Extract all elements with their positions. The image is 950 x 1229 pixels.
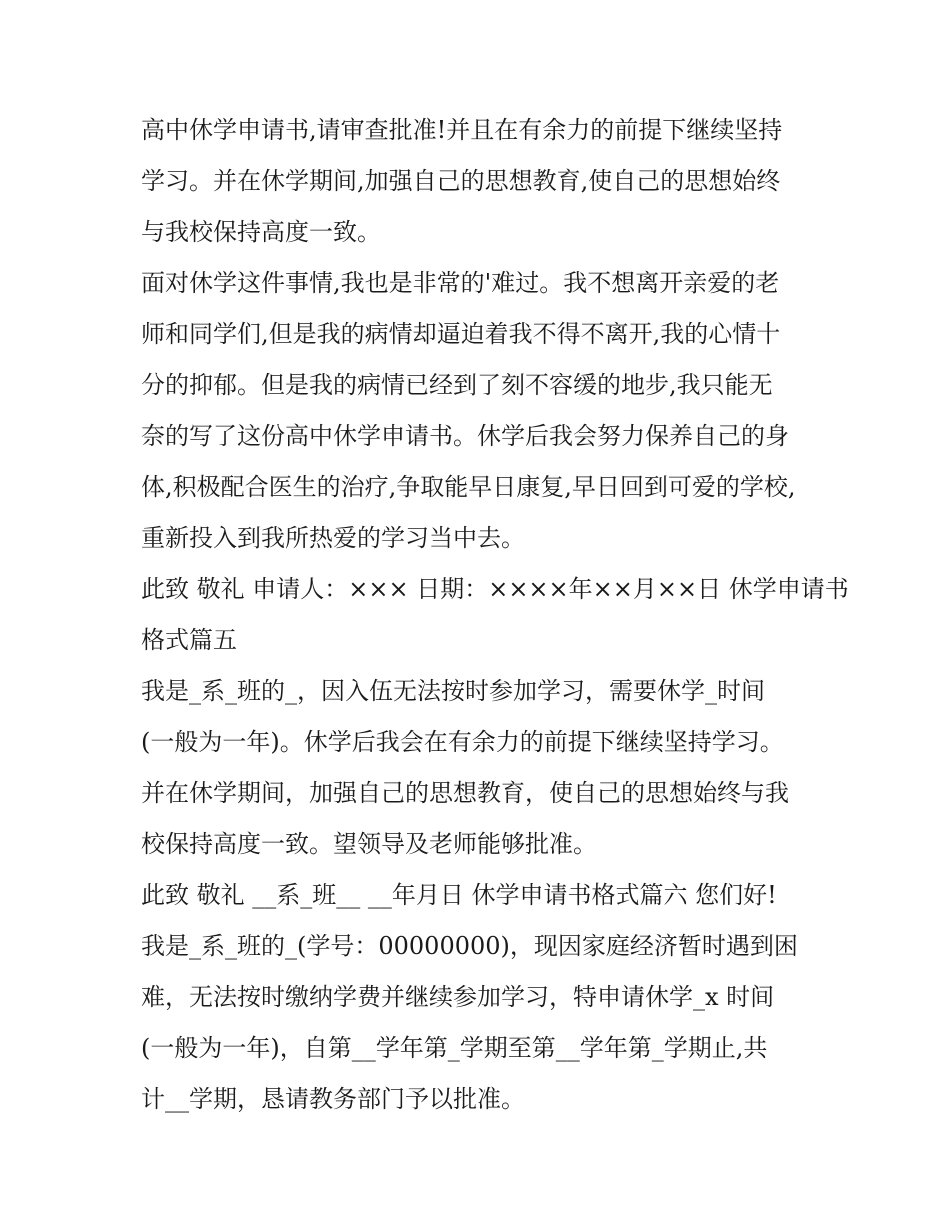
text-line: 体,积极配合医生的治疗,争取能早日康复,早日回到可爱的学校, xyxy=(141,473,796,501)
text-line: 高中休学申请书,请审查批准!并且在有余力的前提下继续坚持 xyxy=(141,116,783,144)
text-line: 并在休学期间，加强自己的思想教育，使自己的思想始终与我 xyxy=(141,779,789,807)
text-line: 我是_系_班的_(学号：00000000)，现因家庭经济暂时遇到困 xyxy=(141,932,798,960)
paragraph-closing-six xyxy=(141,870,821,921)
text-line: 分的抑郁。但是我的病情已经到了刻不容缓的地步,我只能无 xyxy=(141,371,773,399)
text-line: 此致 敬礼 申请人：××× 日期：××××年××月××日 休学申请书 xyxy=(141,575,849,603)
text-line: 重新投入到我所热爱的学习当中去。 xyxy=(141,524,525,552)
text-line: 师和同学们,但是我的病情却逼迫着我不得不离开,我的心情十 xyxy=(141,320,781,348)
paragraph-approval-request xyxy=(141,105,821,258)
paragraph-financial-leave xyxy=(141,921,821,1125)
text-line: 校保持高度一致。望领导及老师能够批准。 xyxy=(141,830,597,858)
text-line: (一般为一年)，自第__学年第_学期至第__学年第_学期止,共 xyxy=(141,1034,768,1062)
text-line: 难，无法按时缴纳学费并继续参加学习，特申请休学_x 时间 xyxy=(141,983,775,1011)
paragraph-military-leave xyxy=(141,666,821,870)
text-line: 学习。并在休学期间,加强自己的思想教育,使自己的思想始终 xyxy=(141,167,781,195)
paragraph-closing-five xyxy=(141,564,849,666)
text-line: 格式篇五 xyxy=(141,626,237,654)
paragraph-feelings xyxy=(141,258,821,564)
text-line: (一般为一年)。休学后我会在有余力的前提下继续坚持学习。 xyxy=(141,728,784,756)
document-body xyxy=(141,105,849,1125)
text-line: 我是_系_班的_，因入伍无法按时参加学习，需要休学_时间 xyxy=(141,677,765,705)
text-line: 此致 敬礼 __系_班__ __年月日 休学申请书格式篇六 您们好! xyxy=(141,881,777,909)
text-line: 计__学期，恳请教务部门予以批准。 xyxy=(141,1085,525,1113)
text-line: 与我校保持高度一致。 xyxy=(141,218,381,246)
text-line: 面对休学这件事情,我也是非常的'难过。我不想离开亲爱的老 xyxy=(141,269,780,297)
text-line: 奈的写了这份高中休学申请书。休学后我会努力保养自己的身 xyxy=(141,422,789,450)
